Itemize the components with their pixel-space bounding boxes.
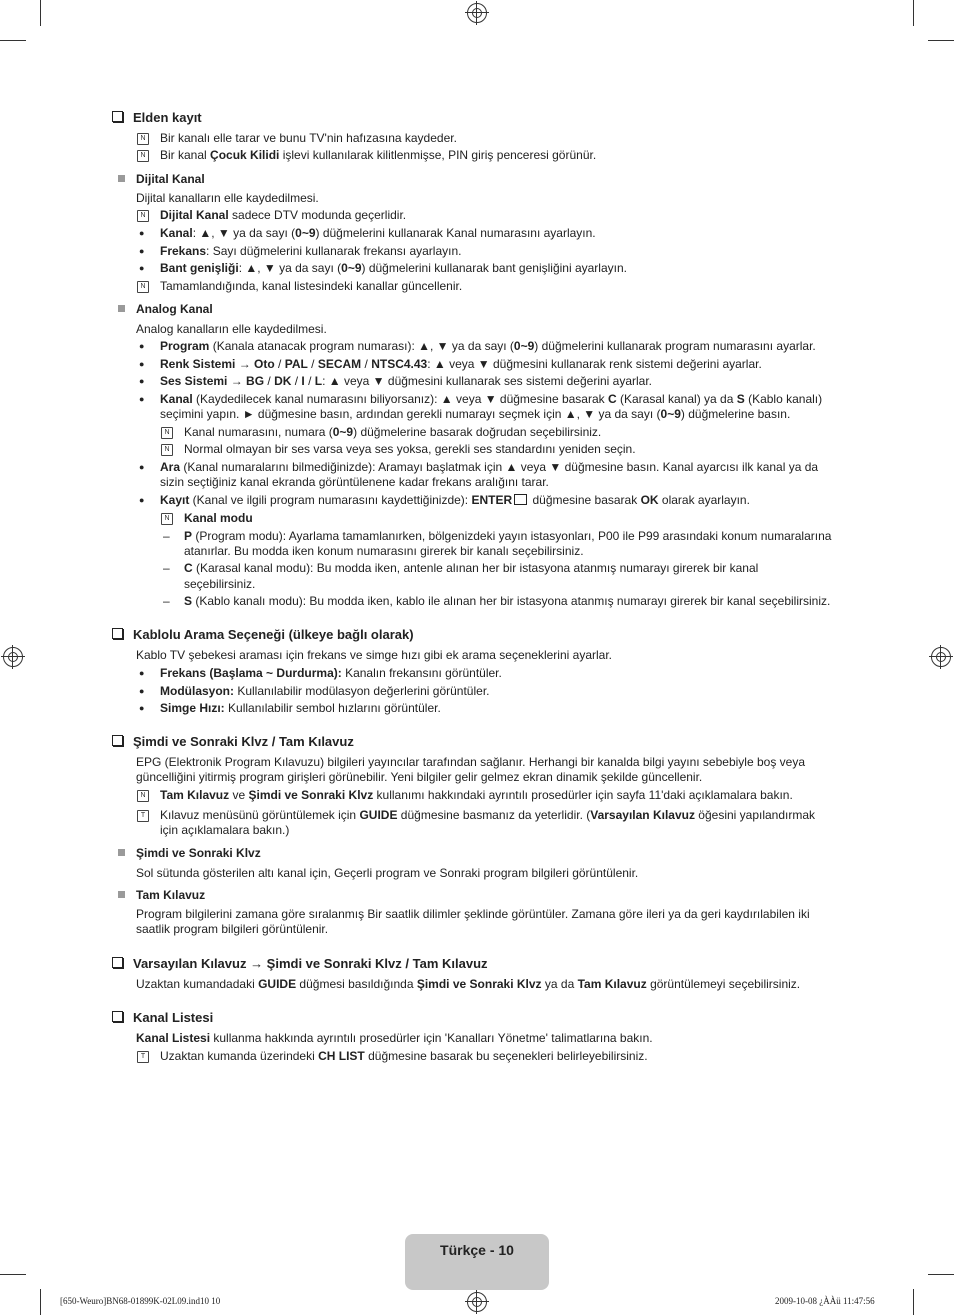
filled-square-icon: [118, 305, 125, 312]
filled-square-icon: [118, 891, 125, 898]
bullet-icon: ●: [139, 376, 145, 386]
crop-mark: [0, 40, 26, 41]
bullet-icon: ●: [139, 228, 145, 238]
note-icon: N: [137, 790, 149, 802]
timestamp: 2009-10-08 ¿ÀÀü 11:47:56: [775, 1296, 875, 1306]
list-item: Modülasyon: Kullanılabilir modülasyon değerlerini görüntüler.: [160, 684, 490, 698]
note-text: Kanal numarasını, numara (0~9) düğmelerine basarak doğrudan seçebilirsiniz.: [184, 425, 602, 439]
paragraph: Kanal Listesi kullanma hakkında ayrıntılı prosedürler için 'Kanalları Yönetme' talimatlarına bakın.: [136, 1031, 653, 1045]
bullet-icon: ●: [139, 341, 145, 351]
note-text: Bir kanalı elle tarar ve bunu TV'nin hafızasına kaydeder.: [160, 131, 457, 145]
dash-icon: –: [163, 594, 170, 608]
remote-note-icon: T: [137, 1051, 149, 1063]
paragraph: Uzaktan kumandadaki GUIDE düğmesi basıldığında Şimdi ve Sonraki Klvz ya da Tam Kılavuz görüntülemeyi seçebilirsiniz.: [136, 977, 801, 991]
paragraph: güncelliğini yitirmiş program girişleri görünebilir. Yeni bilgiler gelir gelmez ekran dinamik şekilde güncellenir.: [136, 770, 703, 784]
paragraph: Kablo TV şebekesi araması için frekans ve simge hızı gibi ek arama seçeneklerini ayarlar.: [136, 648, 612, 662]
list-item: Bant genişliği: ▲, ▼ ya da sayı (0~9) düğmelerini kullanarak bant genişliğini ayarlayın.: [160, 261, 627, 275]
list-item: Frekans (Başlama ~ Durdurma): Kanalın frekansını görüntüler.: [160, 666, 502, 680]
subsection-title-simdi-ve-sonraki-klvz: Şimdi ve Sonraki Klvz: [118, 846, 261, 861]
note-text: Bir kanal Çocuk Kilidi işlevi kullanılarak kilitlenmişse, PIN giriş penceresi görünür.: [160, 148, 597, 162]
checkbox-square-icon: [112, 735, 123, 746]
paragraph: Program bilgilerini zamana göre sıralanmış Bir saatlik dilimler şeklinde görüntüler. Zamana göre ileri ya da geri kaydırılabilen iki: [136, 907, 810, 921]
bullet-icon: ●: [139, 246, 145, 256]
note-text: Normal olmayan bir ses varsa veya ses yoksa, gerekli ses standardını yeniden seçin.: [184, 442, 636, 456]
registration-mark-icon: [467, 1292, 487, 1312]
list-item-continuation: seçimini yapın. ► düğmesine basın, ardından gerekli numarayı seçmek için ▲, ▼ ya da sayı (0~9) düğmelerine basın.: [160, 407, 791, 421]
file-info: [650-Weuro]BN68-01899K-02L09.ind10 10: [60, 1296, 221, 1306]
bullet-icon: ●: [139, 495, 145, 505]
section-title-simdi-ve-sonraki: Şimdi ve Sonraki Klvz / Tam Kılavuz: [112, 734, 354, 750]
filled-square-icon: [118, 849, 125, 856]
list-item: P (Program modu): Ayarlama tamamlanırken, bölgenizdeki yayın istasyonları, P00 ile P99 arasındaki konum numaralarına: [184, 529, 832, 543]
list-item: Kayıt (Kanal ve ilgili program numarasını kaydettiğinizde): ENTER düğmesine basarak OK olarak ayarlayın.: [160, 493, 750, 507]
subsection-title-tam-kilavuz: Tam Kılavuz: [118, 888, 205, 903]
list-item: Ses Sistemi → BG / DK / I / L: ▲ veya ▼ düğmesini kullanarak ses sistemi değerini ayarlar.: [160, 374, 653, 388]
note-text: Kılavuz menüsünü görüntülemek için GUIDE düğmesine basmanız da yeterlidir. (Varsayılan Kılavuz öğesini yapılandırmak: [160, 808, 816, 822]
bullet-icon: ●: [139, 668, 145, 678]
bullet-icon: ●: [139, 686, 145, 696]
note-text: Uzaktan kumanda üzerindeki CH LIST düğmesine basarak bu seçenekleri belirleyebilirsiniz.: [160, 1049, 648, 1063]
page-number: Türkçe - 10: [440, 1242, 514, 1258]
paragraph: EPG (Elektronik Program Kılavuzu) bilgileri yayıncılar tarafından sağlanır. Herhangi bir kanalda bilgi yayını sebebiyle boş veya: [136, 755, 805, 769]
crop-mark: [928, 1274, 954, 1275]
section-title-elden-kayit: Elden kayıt: [112, 110, 202, 126]
enter-key-icon: [514, 494, 527, 505]
remote-note-icon: T: [137, 810, 149, 822]
list-item: S (Kablo kanalı modu): Bu modda iken, kablo ile alınan her bir istasyona atanmış numarayı girerek bir kanal seçebilirsiniz.: [184, 594, 831, 608]
bullet-icon: ●: [139, 263, 145, 273]
note-text: Tamamlandığında, kanal listesindeki kanallar güncellenir.: [160, 279, 463, 293]
list-item-continuation: seçebilirsiniz.: [184, 577, 256, 591]
checkbox-square-icon: [112, 111, 123, 122]
section-title-kablolu-arama: Kablolu Arama Seçeneği (ülkeye bağlı olarak): [112, 627, 414, 643]
filled-square-icon: [118, 175, 125, 182]
section-title-varsayilan-kilavuz: Varsayılan Kılavuz → Şimdi ve Sonraki Klvz / Tam Kılavuz: [112, 956, 488, 972]
list-item: Kanal: ▲, ▼ ya da sayı (0~9) düğmelerini kullanarak Kanal numarasını ayarlayın.: [160, 226, 596, 240]
bullet-icon: ●: [139, 394, 145, 404]
crop-mark: [913, 0, 914, 26]
section-title-kanal-listesi: Kanal Listesi: [112, 1010, 213, 1026]
crop-mark: [928, 40, 954, 41]
note-title: Kanal modu: [184, 511, 253, 525]
list-item-continuation: sizin seçtiğiniz kanal ekranda görüntülenene kadar frekans aralığını tarar.: [160, 475, 549, 489]
list-item: Kanal (Kaydedilecek kanal numarasını biliyorsanız): ▲ veya ▼ düğmesine basarak C (Karasal kanal) ya da S (Kablo kanalı): [160, 392, 823, 406]
registration-mark-icon: [931, 647, 951, 667]
checkbox-square-icon: [112, 1011, 123, 1022]
note-icon: N: [161, 427, 173, 439]
list-item: C (Karasal kanal modu): Bu modda iken, antenle alınan her bir istasyona atanmış numarayı girerek bir kanal: [184, 561, 759, 575]
dash-icon: –: [163, 561, 170, 575]
checkbox-square-icon: [112, 628, 123, 639]
registration-mark-icon: [467, 3, 487, 23]
note-icon: N: [137, 281, 149, 293]
paragraph: Dijital kanalların elle kaydedilmesi.: [136, 191, 319, 205]
crop-mark: [40, 0, 41, 26]
subsection-title-dijital-kanal: Dijital Kanal: [118, 172, 205, 187]
list-item: Simge Hızı: Kullanılabilir sembol hızlarını görüntüler.: [160, 701, 441, 715]
list-item: Ara (Kanal numaralarını bilmediğinizde): Aramayı başlatmak için ▲ veya ▼ düğmesine basın. Kanal ayarcısı ilk kanal ya da: [160, 460, 819, 474]
list-item: Program (Kanala atanacak program numarası): ▲, ▼ ya da sayı (0~9) düğmelerini kullanarak program numarasını ayarlar.: [160, 339, 816, 353]
list-item: Frekans: Sayı düğmelerini kullanarak frekansı ayarlayın.: [160, 244, 462, 258]
note-text: Tam Kılavuz ve Şimdi ve Sonraki Klvz kullanımı hakkındaki ayrıntılı prosedürler için sayfa 11'daki açıklamalara bakın.: [160, 788, 793, 802]
note-text: Dijital Kanal sadece DTV modunda geçerlidir.: [160, 208, 407, 222]
note-icon: N: [161, 444, 173, 456]
note-icon: N: [161, 513, 173, 525]
note-icon: N: [137, 210, 149, 222]
note-text-continuation: için açıklamalara bakın.): [160, 823, 290, 837]
note-icon: N: [137, 150, 149, 162]
paragraph: Analog kanalların elle kaydedilmesi.: [136, 322, 327, 336]
dash-icon: –: [163, 529, 170, 543]
bullet-icon: ●: [139, 359, 145, 369]
subsection-title-analog-kanal: Analog Kanal: [118, 302, 213, 317]
list-item-continuation: atanırlar. Bu modda iken konum numarasını girerek bir kanalı seçebilirsiniz.: [184, 544, 584, 558]
checkbox-square-icon: [112, 957, 123, 968]
crop-mark: [0, 1274, 26, 1275]
list-item: Renk Sistemi → Oto / PAL / SECAM / NTSC4.43: ▲ veya ▼ düğmesini kullanarak renk sistemi değerini ayarlar.: [160, 357, 762, 371]
bullet-icon: ●: [139, 462, 145, 472]
paragraph: Sol sütunda gösterilen altı kanal için, Geçerli program ve Sonraki program bilgileri görüntülenir.: [136, 866, 639, 880]
paragraph: saatlik program bilgileri görüntülenir.: [136, 922, 329, 936]
crop-mark: [40, 1289, 41, 1315]
note-icon: N: [137, 133, 149, 145]
registration-mark-icon: [3, 647, 23, 667]
crop-mark: [913, 1289, 914, 1315]
bullet-icon: ●: [139, 703, 145, 713]
